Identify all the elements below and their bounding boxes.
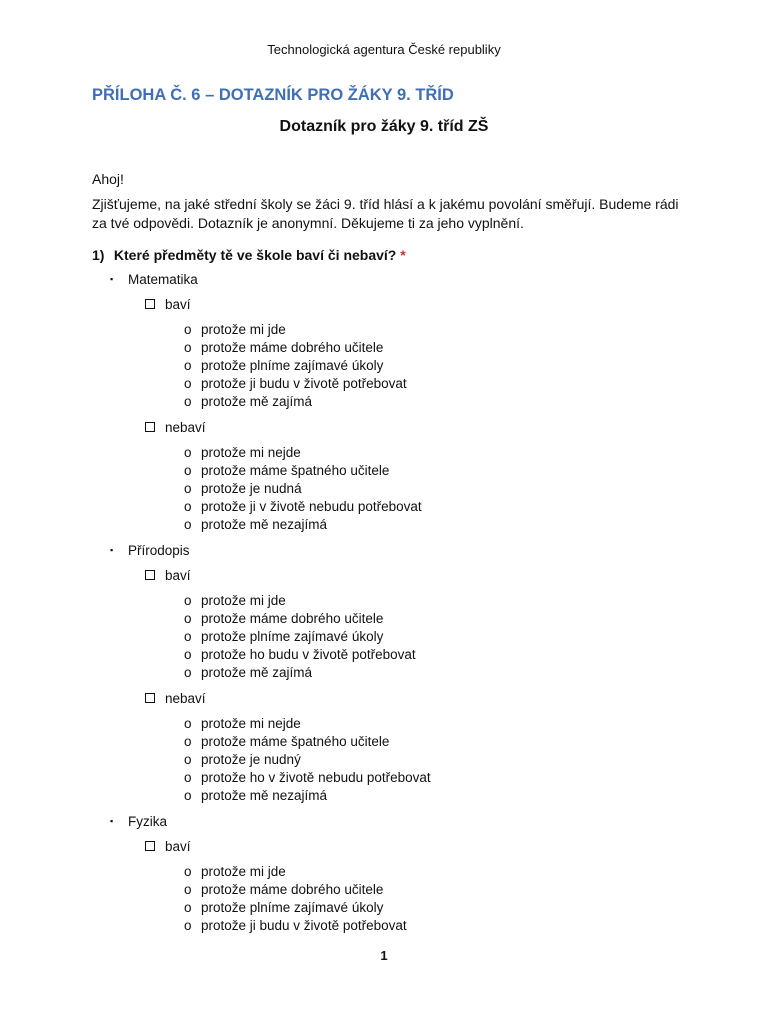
answer-option-label: nebaví [165, 420, 206, 435]
reason-text: protože mě zajímá [201, 394, 313, 409]
question-text: Které předměty tě ve škole baví či nebaví? [113, 247, 397, 263]
reason-item [184, 445, 301, 460]
reason-item [184, 900, 383, 915]
checkbox-icon[interactable] [145, 841, 155, 851]
circle-bullet-icon: o [184, 788, 192, 803]
reason-text: protože mě nezajímá [201, 517, 328, 532]
reason-text: protože ji budu v životě potřebovat [201, 918, 407, 933]
checkbox-icon[interactable] [145, 570, 155, 580]
reason-text: protože mi jde [201, 864, 286, 879]
circle-bullet-icon: o [184, 481, 192, 496]
circle-bullet-icon: o [184, 394, 192, 409]
reason-item [184, 770, 431, 785]
reason-item [184, 394, 312, 409]
circle-bullet-icon: o [184, 752, 192, 767]
required-mark: * [400, 247, 406, 263]
answer-option[interactable] [145, 839, 191, 854]
reason-item [184, 340, 383, 355]
square-bullet-icon: ▪ [110, 816, 114, 826]
reason-text: protože mi jde [201, 322, 286, 337]
intro-paragraph: Zjišťujeme, na jaké střední školy se žáci 9. tříd hlásí a k jakému povolání směřují. Budeme rádi za tvé odpovědi. Dotazník je anonymní. Děkujeme ti za jeho vyplnění. [92, 196, 679, 231]
reason-text: protože mi jde [201, 593, 286, 608]
reason-text: protože mě nezajímá [201, 788, 328, 803]
circle-bullet-icon: o [184, 647, 192, 662]
circle-bullet-icon: o [184, 376, 192, 391]
circle-bullet-icon: o [184, 322, 192, 337]
reason-text: protože mi nejde [201, 445, 301, 460]
subject-item [110, 543, 190, 558]
circle-bullet-icon: o [184, 358, 192, 373]
page-number: 1 [380, 948, 388, 963]
reason-item [184, 918, 407, 933]
reason-text: protože je nudný [201, 752, 301, 767]
checkbox-icon[interactable] [145, 299, 155, 309]
reason-item [184, 593, 286, 608]
greeting: Ahoj! [92, 171, 124, 187]
reason-text: protože máme špatného učitele [201, 734, 390, 749]
square-bullet-icon: ▪ [110, 274, 114, 284]
reason-text: protože ji budu v životě potřebovat [201, 376, 407, 391]
question-1 [92, 247, 406, 263]
reason-item [184, 734, 389, 749]
reason-item [184, 788, 327, 803]
reason-text: protože máme dobrého učitele [201, 340, 384, 355]
reason-item [184, 665, 312, 680]
reason-text: protože máme dobrého učitele [201, 882, 384, 897]
reason-item [184, 499, 422, 514]
page-header: Technologická agentura České republiky [267, 42, 501, 57]
answer-option-label: baví [165, 839, 191, 854]
reason-item [184, 517, 327, 532]
circle-bullet-icon: o [184, 463, 192, 478]
circle-bullet-icon: o [184, 918, 192, 933]
reason-text: protože plníme zajímavé úkoly [201, 900, 384, 915]
answer-option[interactable] [145, 297, 191, 312]
reason-item [184, 864, 286, 879]
circle-bullet-icon: o [184, 734, 192, 749]
circle-bullet-icon: o [184, 611, 192, 626]
reason-text: protože máme dobrého učitele [201, 611, 384, 626]
annex-heading: PŘÍLOHA Č. 6 – DOTAZNÍK PRO ŽÁKY 9. TŘÍD [92, 86, 454, 104]
circle-bullet-icon: o [184, 499, 192, 514]
circle-bullet-icon: o [184, 593, 192, 608]
checkbox-icon[interactable] [145, 422, 155, 432]
answer-option[interactable] [145, 420, 206, 435]
reason-item [184, 882, 383, 897]
answer-option-label: nebaví [165, 691, 206, 706]
circle-bullet-icon: o [184, 882, 192, 897]
reason-item [184, 358, 383, 373]
square-bullet-icon: ▪ [110, 545, 114, 555]
reason-text: protože ho budu v životě potřebovat [201, 647, 416, 662]
answer-option-label: baví [165, 297, 191, 312]
circle-bullet-icon: o [184, 665, 192, 680]
circle-bullet-icon: o [184, 517, 192, 532]
reason-item [184, 481, 302, 496]
subject-item [110, 814, 167, 829]
circle-bullet-icon: o [184, 864, 192, 879]
reason-item [184, 611, 383, 626]
reason-item [184, 463, 389, 478]
subject-name: Přírodopis [128, 543, 190, 558]
reason-item [184, 752, 301, 767]
circle-bullet-icon: o [184, 900, 192, 915]
reason-item [184, 629, 383, 644]
reason-text: protože mi nejde [201, 716, 301, 731]
reason-text: protože ho v životě nebudu potřebovat [201, 770, 431, 785]
document-title: Dotazník pro žáky 9. tříd ZŠ [279, 118, 489, 135]
reason-item [184, 716, 301, 731]
reason-text: protože mě zajímá [201, 665, 313, 680]
reason-text: protože ji v životě nebudu potřebovat [201, 499, 422, 514]
circle-bullet-icon: o [184, 340, 192, 355]
circle-bullet-icon: o [184, 770, 192, 785]
reason-text: protože plníme zajímavé úkoly [201, 358, 384, 373]
answer-option[interactable] [145, 691, 206, 706]
subject-item [110, 272, 198, 287]
question-number: 1) [92, 247, 105, 263]
circle-bullet-icon: o [184, 629, 192, 644]
reason-item [184, 647, 416, 662]
checkbox-icon[interactable] [145, 693, 155, 703]
subject-name: Matematika [128, 272, 198, 287]
reason-item [184, 322, 286, 337]
answer-option[interactable] [145, 568, 191, 583]
subject-name: Fyzika [128, 814, 168, 829]
reason-text: protože plníme zajímavé úkoly [201, 629, 384, 644]
reason-text: protože máme špatného učitele [201, 463, 390, 478]
circle-bullet-icon: o [184, 716, 192, 731]
reason-item [184, 376, 407, 391]
answer-option-label: baví [165, 568, 191, 583]
circle-bullet-icon: o [184, 445, 192, 460]
reason-text: protože je nudná [201, 481, 302, 496]
